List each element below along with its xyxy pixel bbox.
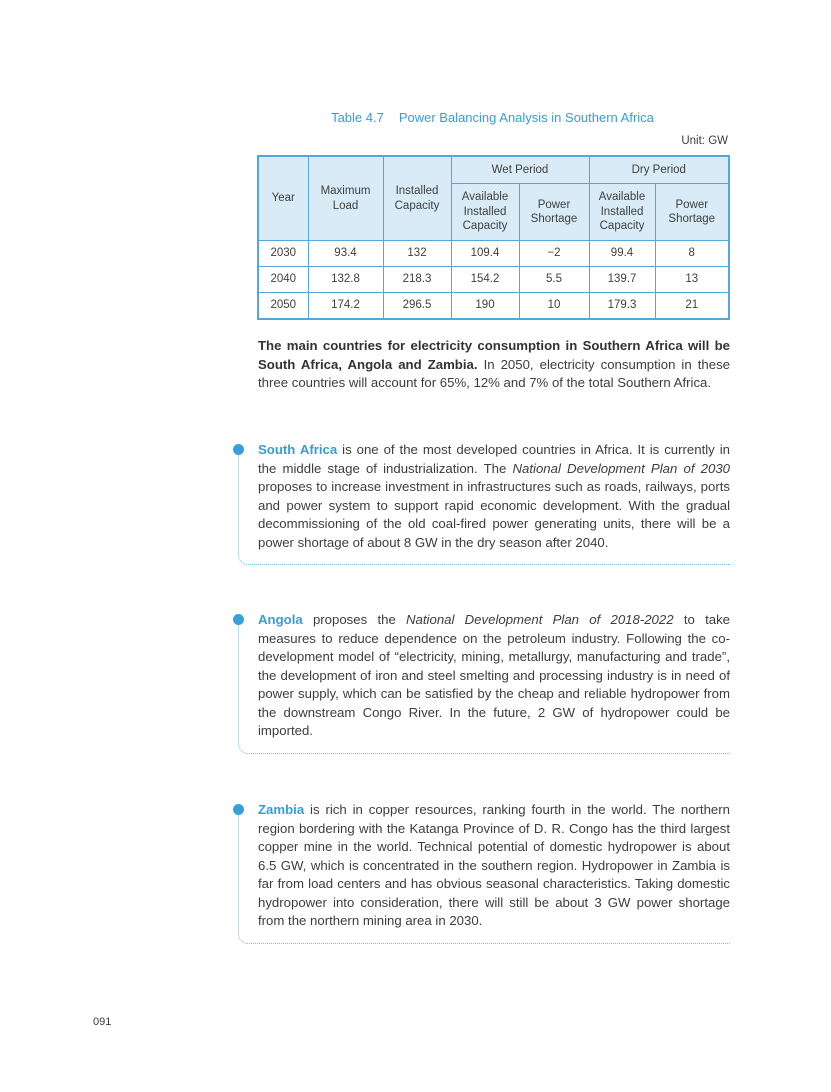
dotted-frame [238,450,730,565]
header-dry-power-shortage: Power Shortage [655,184,729,241]
dotted-frame [238,620,730,754]
country-name: Zambia [258,802,305,817]
cell-maximum-load: 132.8 [308,267,383,293]
header-wet-period: Wet Period [451,156,589,184]
bullet-icon [233,444,244,455]
page-number: 091 [93,1016,112,1028]
cell-year: 2040 [258,267,308,293]
cell-wet-available: 154.2 [451,267,519,293]
table-container [257,155,728,320]
cell-dry-available: 179.3 [589,293,655,320]
bullet-text-segment: is one of the most developed countries in Africa. It is currently in the middle stage of industrialization. The [258,442,730,476]
country-name: South Africa [258,442,338,457]
bullet-block-angola [233,611,730,754]
bullet-text-segment: to take measures to reduce dependence on the petroleum industry. Following the co-development model of “electricity, mining, metallurgy, manufacturing and trade”, the development of iron and steel smelting and processing industry is in need of power supply, which can be satisfied by the cheap and reliable hydropower from the downstream Congo River. In the future, 2 GW of hydropower could be imported. [258,612,730,738]
bullet-text-segment: proposes to increase investment in infrastructures such as roads, railways, ports and power system to support rapid economic development. With the gradual decommissioning of the old coal-fired power generating units, there will be a power shortage of about 8 GW in the dry season after 2040. [258,479,730,550]
bullet-icon [233,614,244,625]
cell-wet-shortage: 5.5 [519,267,589,293]
plan-title: National Development Plan of 2030 [512,460,730,476]
header-dry-available-installed-capacity: Available Installed Capacity [589,184,655,241]
bullet-block-south-africa [233,441,730,565]
cell-installed-capacity: 132 [383,241,451,267]
dotted-frame [238,810,730,944]
table-title [257,110,728,125]
cell-dry-available: 99.4 [589,241,655,267]
cell-dry-available: 139.7 [589,267,655,293]
cell-maximum-load: 93.4 [308,241,383,267]
intro-bold-text: The main countries for electricity consumption in Southern Africa will be South Africa, Angola and Zambia. [258,338,730,372]
header-year: Year [258,156,308,241]
table-row [258,241,729,267]
bullet-text-segment: is rich in copper resources, ranking fourth in the world. The northern region bordering with the Katanga Province of D. R. Congo has the third largest copper mine in the world. Technical potential of domestic hydropower is about 6.5 GW, which is concentrated in the southern region. Hydropower in Zambia is far from load centers and has obvious seasonal characteristics. Taking domestic hydropower into consideration, there will still be about 3 GW power shortage from the northern mining area in 2030. [258,802,730,928]
table-title-text: Power Balancing Analysis in Southern Africa [398,110,654,125]
cell-installed-capacity: 296.5 [383,293,451,320]
header-wet-available-installed-capacity: Available Installed Capacity [451,184,519,241]
cell-maximum-load: 174.2 [308,293,383,320]
intro-normal-text: In 2050, electricity consumption in these three countries will account for 65%, 12% and 7% of the total Southern Africa. [258,356,730,390]
header-dry-period: Dry Period [589,156,729,184]
cell-wet-available: 190 [451,293,519,320]
country-name: Angola [258,612,303,627]
header-maximum-load: Maximum Load [308,156,383,241]
cell-year: 2030 [258,241,308,267]
plan-title: National Development Plan of 2018-2022 [406,612,674,627]
cell-dry-shortage: 21 [655,293,729,320]
power-balancing-table [257,155,730,320]
header-installed-capacity: Installed Capacity [383,156,451,241]
cell-wet-available: 109.4 [451,241,519,267]
cell-year: 2050 [258,293,308,320]
cell-installed-capacity: 218.3 [383,267,451,293]
intro-paragraph [258,337,730,393]
bullet-block-zambia [233,801,730,944]
table-row [258,293,729,320]
cell-wet-shortage: 10 [519,293,589,320]
header-wet-power-shortage: Power Shortage [519,184,589,241]
bullet-text-segment: proposes the [302,612,407,627]
table-row [258,267,729,293]
cell-dry-shortage: 13 [655,267,729,293]
cell-dry-shortage: 8 [655,241,729,267]
unit-label: Unit: GW [681,135,728,147]
table-title-label: Table 4.7 [331,110,384,125]
bullet-icon [233,804,244,815]
cell-wet-shortage: −2 [519,241,589,267]
